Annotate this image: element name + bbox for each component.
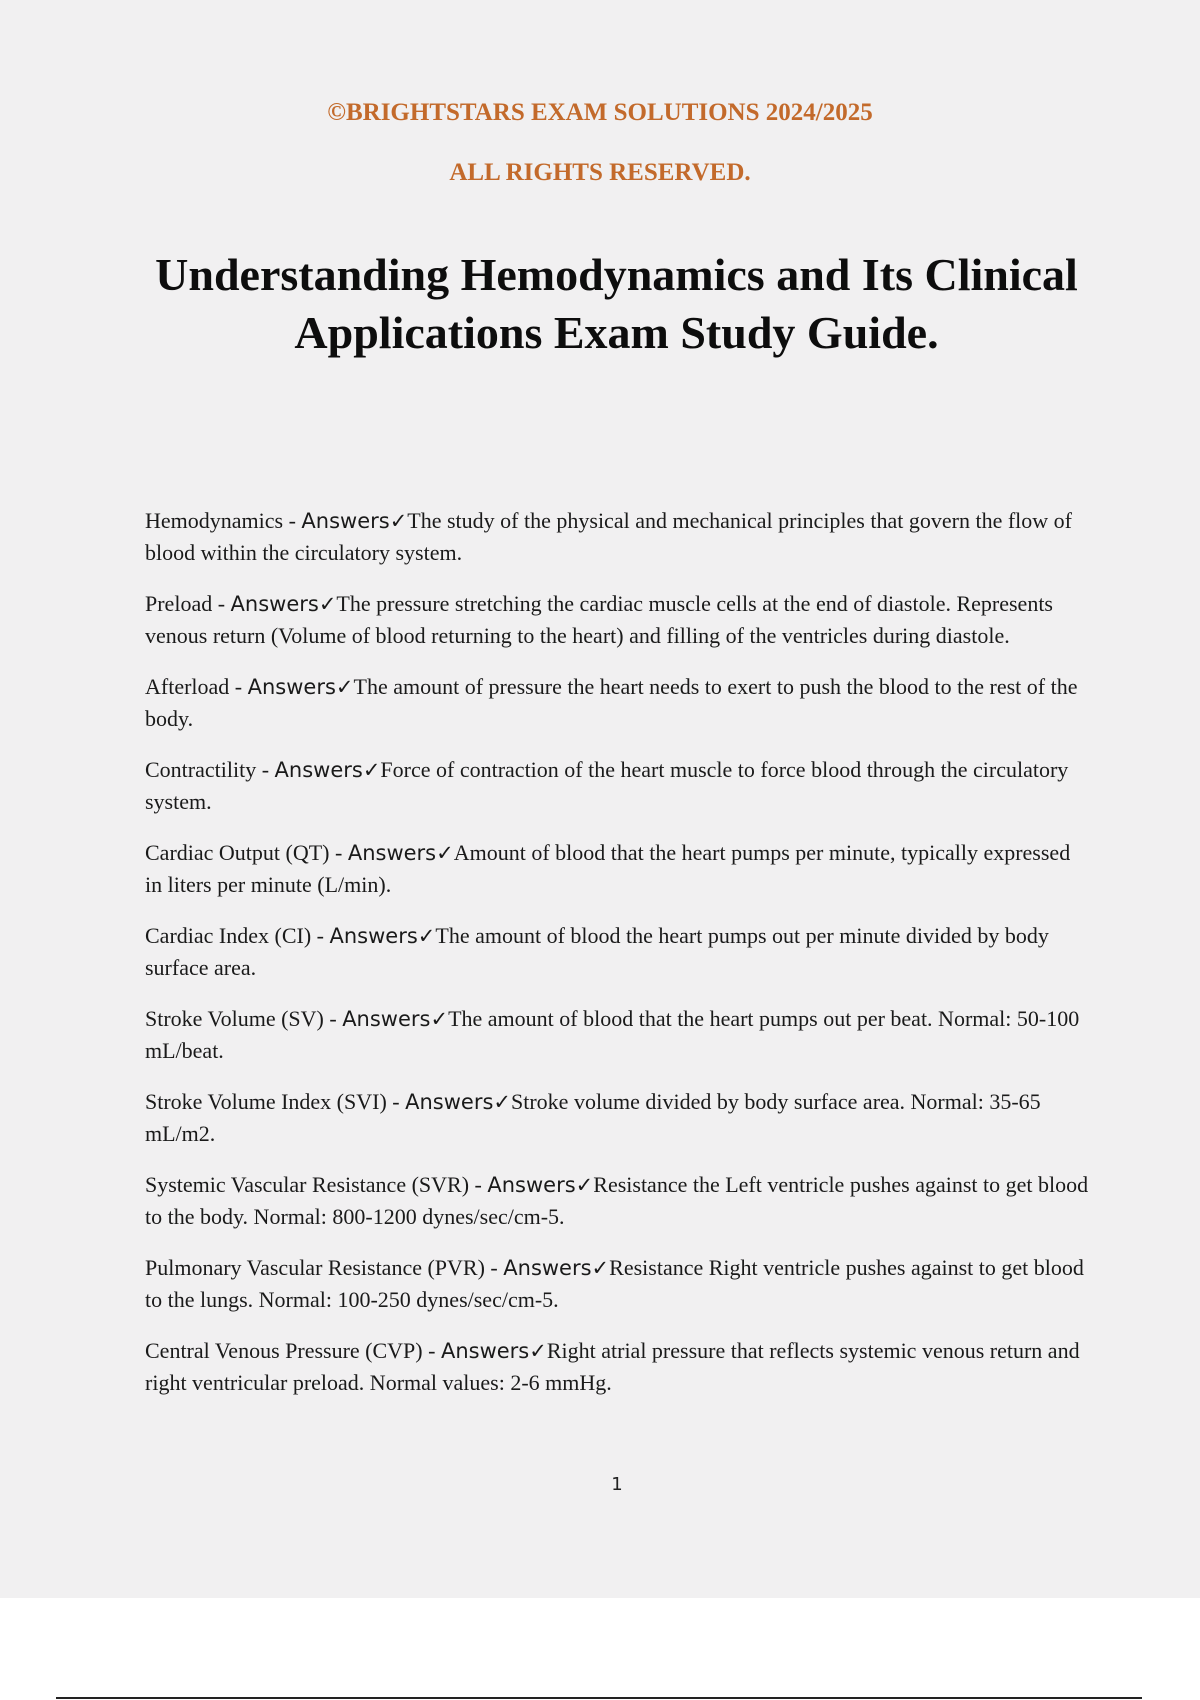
list-item [145, 1252, 1090, 1315]
entry-term: Contractility - [145, 757, 275, 782]
list-item [145, 837, 1090, 900]
next-page-top-rule [56, 1697, 1142, 1699]
entry-term: Preload - [145, 591, 231, 616]
list-item [145, 671, 1090, 734]
entry-term: Hemodynamics - [145, 508, 302, 533]
rights-reserved-notice: ALL RIGHTS RESERVED. [449, 159, 751, 186]
entry-definition: Amount of blood that the heart pumps per minute, typically expressed in liters per minute (L/min). [145, 840, 1071, 897]
definition-list [145, 505, 1090, 1418]
answer-marker: Answers✓ [503, 1256, 610, 1280]
entry-term: Stroke Volume (SV) - [145, 1006, 343, 1031]
page-title: Understanding Hemodynamics and Its Clinical Applications Exam Study Guide. [155, 249, 1078, 358]
entry-definition: The amount of pressure the heart needs to exert to push the blood to the rest of the body. [145, 674, 1078, 731]
answer-marker: Answers✓ [347, 841, 454, 865]
answer-marker: Answers✓ [301, 509, 408, 533]
page-number: 1 [611, 1474, 623, 1495]
answer-marker: Answers✓ [487, 1173, 594, 1197]
entry-term: Afterload - [145, 674, 248, 699]
entry-term: Cardiac Index (CI) - [145, 923, 330, 948]
answer-marker: Answers✓ [440, 1339, 547, 1363]
answer-marker: Answers✓ [274, 758, 381, 782]
answer-marker: Answers✓ [230, 592, 337, 616]
list-item [145, 1003, 1090, 1066]
entry-definition: Force of contraction of the heart muscle to force blood through the circulatory system. [145, 757, 1069, 814]
list-item [145, 1335, 1090, 1398]
entry-definition: Stroke volume divided by body surface area. Normal: 35-65 mL/m2. [145, 1089, 1041, 1146]
copyright-notice: ©BRIGHTSTARS EXAM SOLUTIONS 2024/2025 [327, 99, 873, 126]
entry-definition: Resistance Right ventricle pushes against to get blood to the lungs. Normal: 100-250 dynes/sec/cm-5. [145, 1255, 1084, 1312]
entry-definition: The pressure stretching the cardiac muscle cells at the end of diastole. Represents venous return (Volume of blood returning to the heart) and filling of the ventricles during diastole. [145, 591, 1053, 648]
entry-term: Central Venous Pressure (CVP) - [145, 1338, 441, 1363]
entry-definition: Right atrial pressure that reflects systemic venous return and right ventricular preload. Normal values: 2-6 mmHg. [145, 1338, 1080, 1395]
answer-marker: Answers✓ [329, 924, 436, 948]
entry-term: Stroke Volume Index (SVI) - [145, 1089, 406, 1114]
list-item [145, 505, 1090, 568]
list-item [145, 1086, 1090, 1149]
entry-definition: The amount of blood the heart pumps out per minute divided by body surface area. [145, 923, 1049, 980]
entry-definition: The study of the physical and mechanical principles that govern the flow of blood within the circulatory system. [145, 508, 1072, 565]
answer-marker: Answers✓ [405, 1090, 511, 1114]
entry-definition: Resistance the Left ventricle pushes against to get blood to the body. Normal: 800-1200 dynes/sec/cm-5. [145, 1172, 1089, 1229]
list-item [145, 754, 1090, 817]
list-item [145, 1169, 1090, 1232]
entry-definition: The amount of blood that the heart pumps out per beat. Normal: 50-100 mL/beat. [145, 1006, 1080, 1063]
entry-term: Cardiac Output (QT) - [145, 840, 348, 865]
answer-marker: Answers✓ [247, 675, 354, 699]
entry-term: Systemic Vascular Resistance (SVR) - [145, 1172, 488, 1197]
answer-marker: Answers✓ [342, 1007, 449, 1031]
entry-term: Pulmonary Vascular Resistance (PVR) - [145, 1255, 504, 1280]
list-item [145, 588, 1090, 651]
list-item [145, 920, 1090, 983]
